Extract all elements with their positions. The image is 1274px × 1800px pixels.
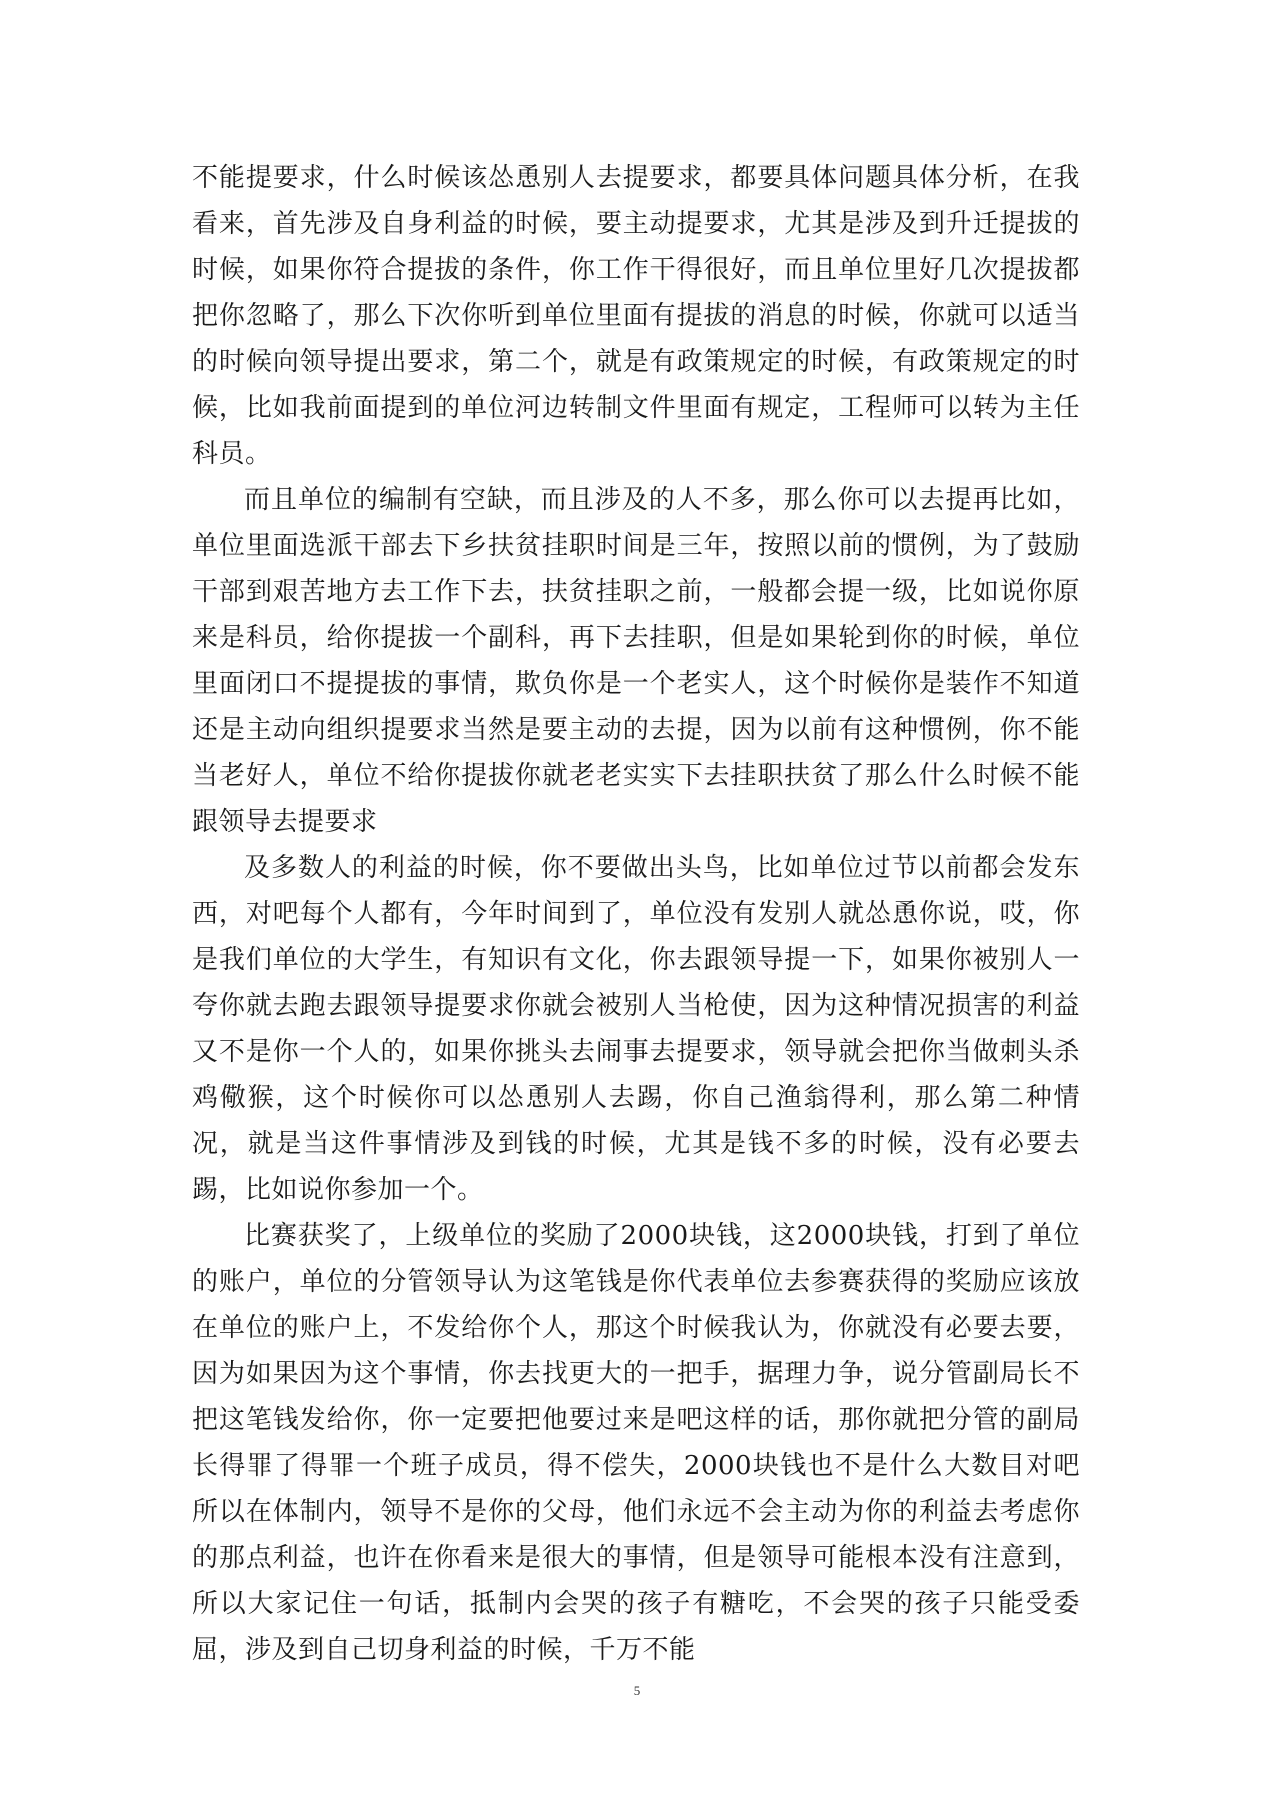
- body-text: [192, 155, 1080, 1673]
- paragraph-4: 比赛获奖了，上级单位的奖励了2000块钱，这2000块钱，打到了单位的账户，单位的分管领导认为这笔钱是你代表单位去参赛获得的奖励应该放在单位的账户上，不发给你个人，那这个时候我认为，你就没有必要去要，因为如果因为这个事情，你去找更大的一把手，据理力争，说分管副局长不把这笔钱发给你，你一定要把他要过来是吧这样的话，那你就把分管的副局长得罪了得罪一个班子成员，得不偿失，2000块钱也不是什么大数目对吧所以在体制内，领导不是你的父母，他们永远不会主动为你的利益去考虑你的那点利益，也许在你看来是很大的事情，但是领导可能根本没有注意到，所以大家记住一句话，抵制内会哭的孩子有糖吃，不会哭的孩子只能受委屈，涉及到自己切身利益的时候，千万不能: [192, 1221, 1080, 1665]
- paragraph-2: 而且单位的编制有空缺，而且涉及的人不多，那么你可以去提再比如，单位里面选派干部去下乡扶贫挂职时间是三年，按照以前的惯例，为了鼓励干部到艰苦地方去工作下去，扶贫挂职之前，一般都会提一级，比如说你原来是科员，给你提拔一个副科，再下去挂职，但是如果轮到你的时候，单位里面闭口不提提拔的事情，欺负你是一个老实人，这个时候你是装作不知道还是主动向组织提要求当然是要主动的去提，因为以前有这种惯例，你不能当老好人，单位不给你提拔你就老老实实下去挂职扶贫了那么什么时候不能跟领导去提要求: [192, 485, 1080, 837]
- paragraph-3: 及多数人的利益的时候，你不要做出头鸟，比如单位过节以前都会发东西，对吧每个人都有，今年时间到了，单位没有发别人就怂恿你说，哎，你是我们单位的大学生，有知识有文化，你去跟领导提一下，如果你被别人一夸你就去跑去跟领导提要求你就会被别人当枪使，因为这种情况损害的利益又不是你一个人的，如果你挑头去闹事去提要求，领导就会把你当做刺头杀鸡儆猴，这个时候你可以怂恿别人去踢，你自己渔翁得利，那么第二种情况，就是当这件事情涉及到钱的时候，尤其是钱不多的时候，没有必要去踢，比如说你参加一个。: [192, 853, 1080, 1205]
- paragraph-1: 不能提要求，什么时候该怂恿别人去提要求，都要具体问题具体分析，在我看来，首先涉及自身利益的时候，要主动提要求，尤其是涉及到升迁提拔的时候，如果你符合提拔的条件，你工作干得很好，而且单位里好几次提拔都把你忽略了，那么下次你听到单位里面有提拔的消息的时候，你就可以适当的时候向领导提出要求，第二个，就是有政策规定的时候，有政策规定的时候，比如我前面提到的单位河边转制文件里面有规定，工程师可以转为主任科员。: [192, 163, 1080, 469]
- page-number: 5: [633, 1683, 641, 1698]
